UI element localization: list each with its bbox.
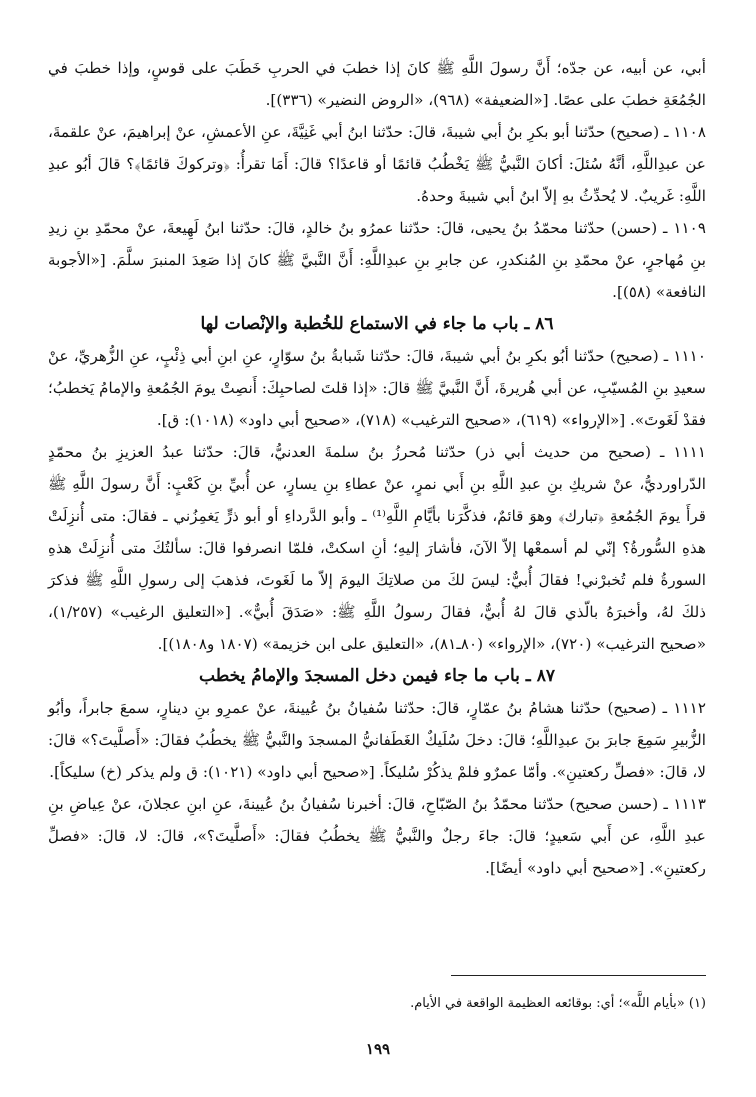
chapter-heading-87: ٨٧ ـ باب ما جاء فيمن دخل المسجدَ والإمامُ يخطب xyxy=(199,666,555,686)
footnote: (١) «بأيام اللَّه»؛ أي: بوقائعه العظيمة الواقعة في الأيام. xyxy=(410,996,706,1011)
hadith-1113: ١١١٣ ـ (حسن صحيح) حدّثنا محمّدُ بنُ الصّبّاحِ، قالَ: أخبرنا سُفيانُ بنُ عُيينةَ، عنِ ابنِ عجلانَ، عنْ عِياضِ بنِ عبدِ اللَّهِ، عن أَبي سَعيدٍ؛ قالَ: جاءَ رجلٌ والنَّبيُّ ﷺ يخطُبُ فقالَ: «أَصلَّيتَ؟»، قالَ: لا، قالَ: «فصلِّ ركعتينِ». [«صحيح أبي داود» أيضًا]. xyxy=(48,795,706,877)
paragraph-continuation: أبي، عن أبيه، عن جدّه؛ أَنَّ رسولَ اللَّهِ ﷺ كانَ إذا خطبَ في الحربِ خَطَبَ على قوسٍ، وإذا خطبَ في الجُمُعَةِ خطبَ على عصًا. [«الضعيفة» (٩٦٨)، «الروض النضير» (٣٣٦)]. xyxy=(48,59,706,109)
hadith-1111: ١١١١ ـ (صحيح من حديث أبي ذر) حدّثنا مُحرزُ بنُ سلمةَ العدنيُّ، قالَ: حدّثنا عبدُ العزيزِ بنُ محمّدٍ الدّراورديُّ، عنْ شريكِ بنِ عبدِ اللَّهِ بنِ أَبي نمرٍ، عنْ عطاءِ بنِ يسارٍ، عن أُبيِّ بنِ كَعْبٍ: أَنَّ رسولَ اللَّهِ ﷺ قرأَ يومَ الجُمُعةِ ﴿تبارك﴾ وهوَ قائمٌ، فذكَّرَنا بأيَّامِ اللَّهِ⁽¹⁾ ـ وأبو الدَّرداءِ أو أبو ذرٍّ يَغمِزُني ـ فقالَ: متى أُنزِلَتْ هذهِ السُّورةُ؟ إنّي لم أسمعْها إلاّ الآنَ، فأشارَ إليهِ؛ أنِ اسكتْ، فلمّا انصرفوا قالَ: سألتُكَ متى أُنزِلَتْ هذهِ السورةُ فلم تُخبرْني! فقالَ أُبيٌّ: ليسَ لكَ من صلاتِكَ اليومَ إلاّ ما لَغَوتَ، فذهبَ إلى رسولِ اللَّهِ ﷺ فذكرَ ذلكَ لهُ، وأخبرَهُ بالّذي قالَ لهُ أُبيٌّ، فقالَ رسولُ اللَّهِ ﷺ: «صَدَقَ أُبيٌّ». [«التعليق الرغيب» (١/٢٥٧)، «صحيح الترغيب» (٧٢٠)، «الإرواء» (٨٠ـ٨١)، «التعليق على ابن خزيمة» (١٨٠٧ و١٨٠٨)]. xyxy=(48,443,706,653)
hadith-1109: ١١٠٩ ـ (حسن) حدّثنا محمّدُ بنُ يحيى، قالَ: حدّثنا عمرُو بنُ خالدٍ، قالَ: حدّثنا ابنُ لَهِيعةَ، عنْ محمّدِ بنِ زيدِ بنِ مُهاجرٍ، عنْ محمّدِ بنِ المُنكدرِ، عن جابرِ بنِ عبدِاللَّهِ: أَنَّ النَّبيَّ ﷺ كانَ إذا صَعِدَ المنبرَ سلَّمَ. [«الأجوبة النافعة» (٥٨)]. xyxy=(48,219,706,301)
page-number: ١٩٩ xyxy=(365,1040,391,1058)
hadith-1108: ١١٠٨ ـ (صحيح) حدّثنا أبو بكرِ بنُ أبي شيبةَ، قالَ: حدّثنا ابنُ أبي غَنِيَّةَ، عنِ الأعمشِ، عنْ إبراهيمَ، عنْ علقمةَ، عن عبدِاللَّهِ، أنَّهُ سُئلَ: أكانَ النَّبيُّ ﷺ يَخْطُبُ قائمًا أو قاعدًا؟ قالَ: أَمَا تقرأُ: ﴿وتركوكَ قائمًا﴾؟ قالَ أبُو عبدِ اللَّهِ: غَريبٌ. لا يُحدِّثُ بهِ إلاّ ابنُ أبي شيبةَ وحدهُ. xyxy=(48,123,706,205)
chapter-heading-86: ٨٦ ـ باب ما جاء في الاستماع للخُطبة والإنْصات لها xyxy=(200,314,554,334)
hadith-1112: ١١١٢ ـ (صحيح) حدّثنا هشامُ بنُ عمّارٍ، قالَ: حدّثنا سُفيانُ بنُ عُيينةَ، عنْ عمرِو بنِ دينارٍ، سمعَ جابراً، وأبُو الزُّبيرِ سَمِعَ جابرَ بنَ عبدِاللَّهِ؛ قالَ: دخلَ سُلَيكٌ الغَطَفانيُّ المسجدَ والنَّبيُّ ﷺ يخطُبُ فقالَ: «أَصلَّيتَ؟» قالَ: لا، قالَ: «فصلِّ ركعتينِ». وأمّا عمرٌو فلمْ يذكُرْ سُليكاً. [«صحيح أبي داود» (١٠٢١): ق ولم يذكر (خ) سليكاً]. xyxy=(48,699,706,781)
footnote-divider xyxy=(451,975,706,976)
hadith-1110: ١١١٠ ـ (صحيح) حدّثنا أبُو بكرِ بنُ أبي شيبةَ، قالَ: حدّثنا شَبابةُ بنُ سوّارٍ، عنِ ابنِ أبي ذِئْبٍ، عنِ الزُّهريِّ، عنْ سعيدِ بنِ المُسيّبِ، عن أبي هُريرةَ، أَنَّ النَّبيَّ ﷺ قالَ: «إذا قلتَ لصاحبِكَ: أَنصِتْ يومَ الجُمُعةِ والإمامُ يَخطبُ؛ فقدْ لَغَوتَ». [«الإرواء» (٦١٩)، «صحيح الترغيب» (٧١٨)، «صحيح أبي داود» (١٠١٨): ق]. xyxy=(48,347,706,429)
